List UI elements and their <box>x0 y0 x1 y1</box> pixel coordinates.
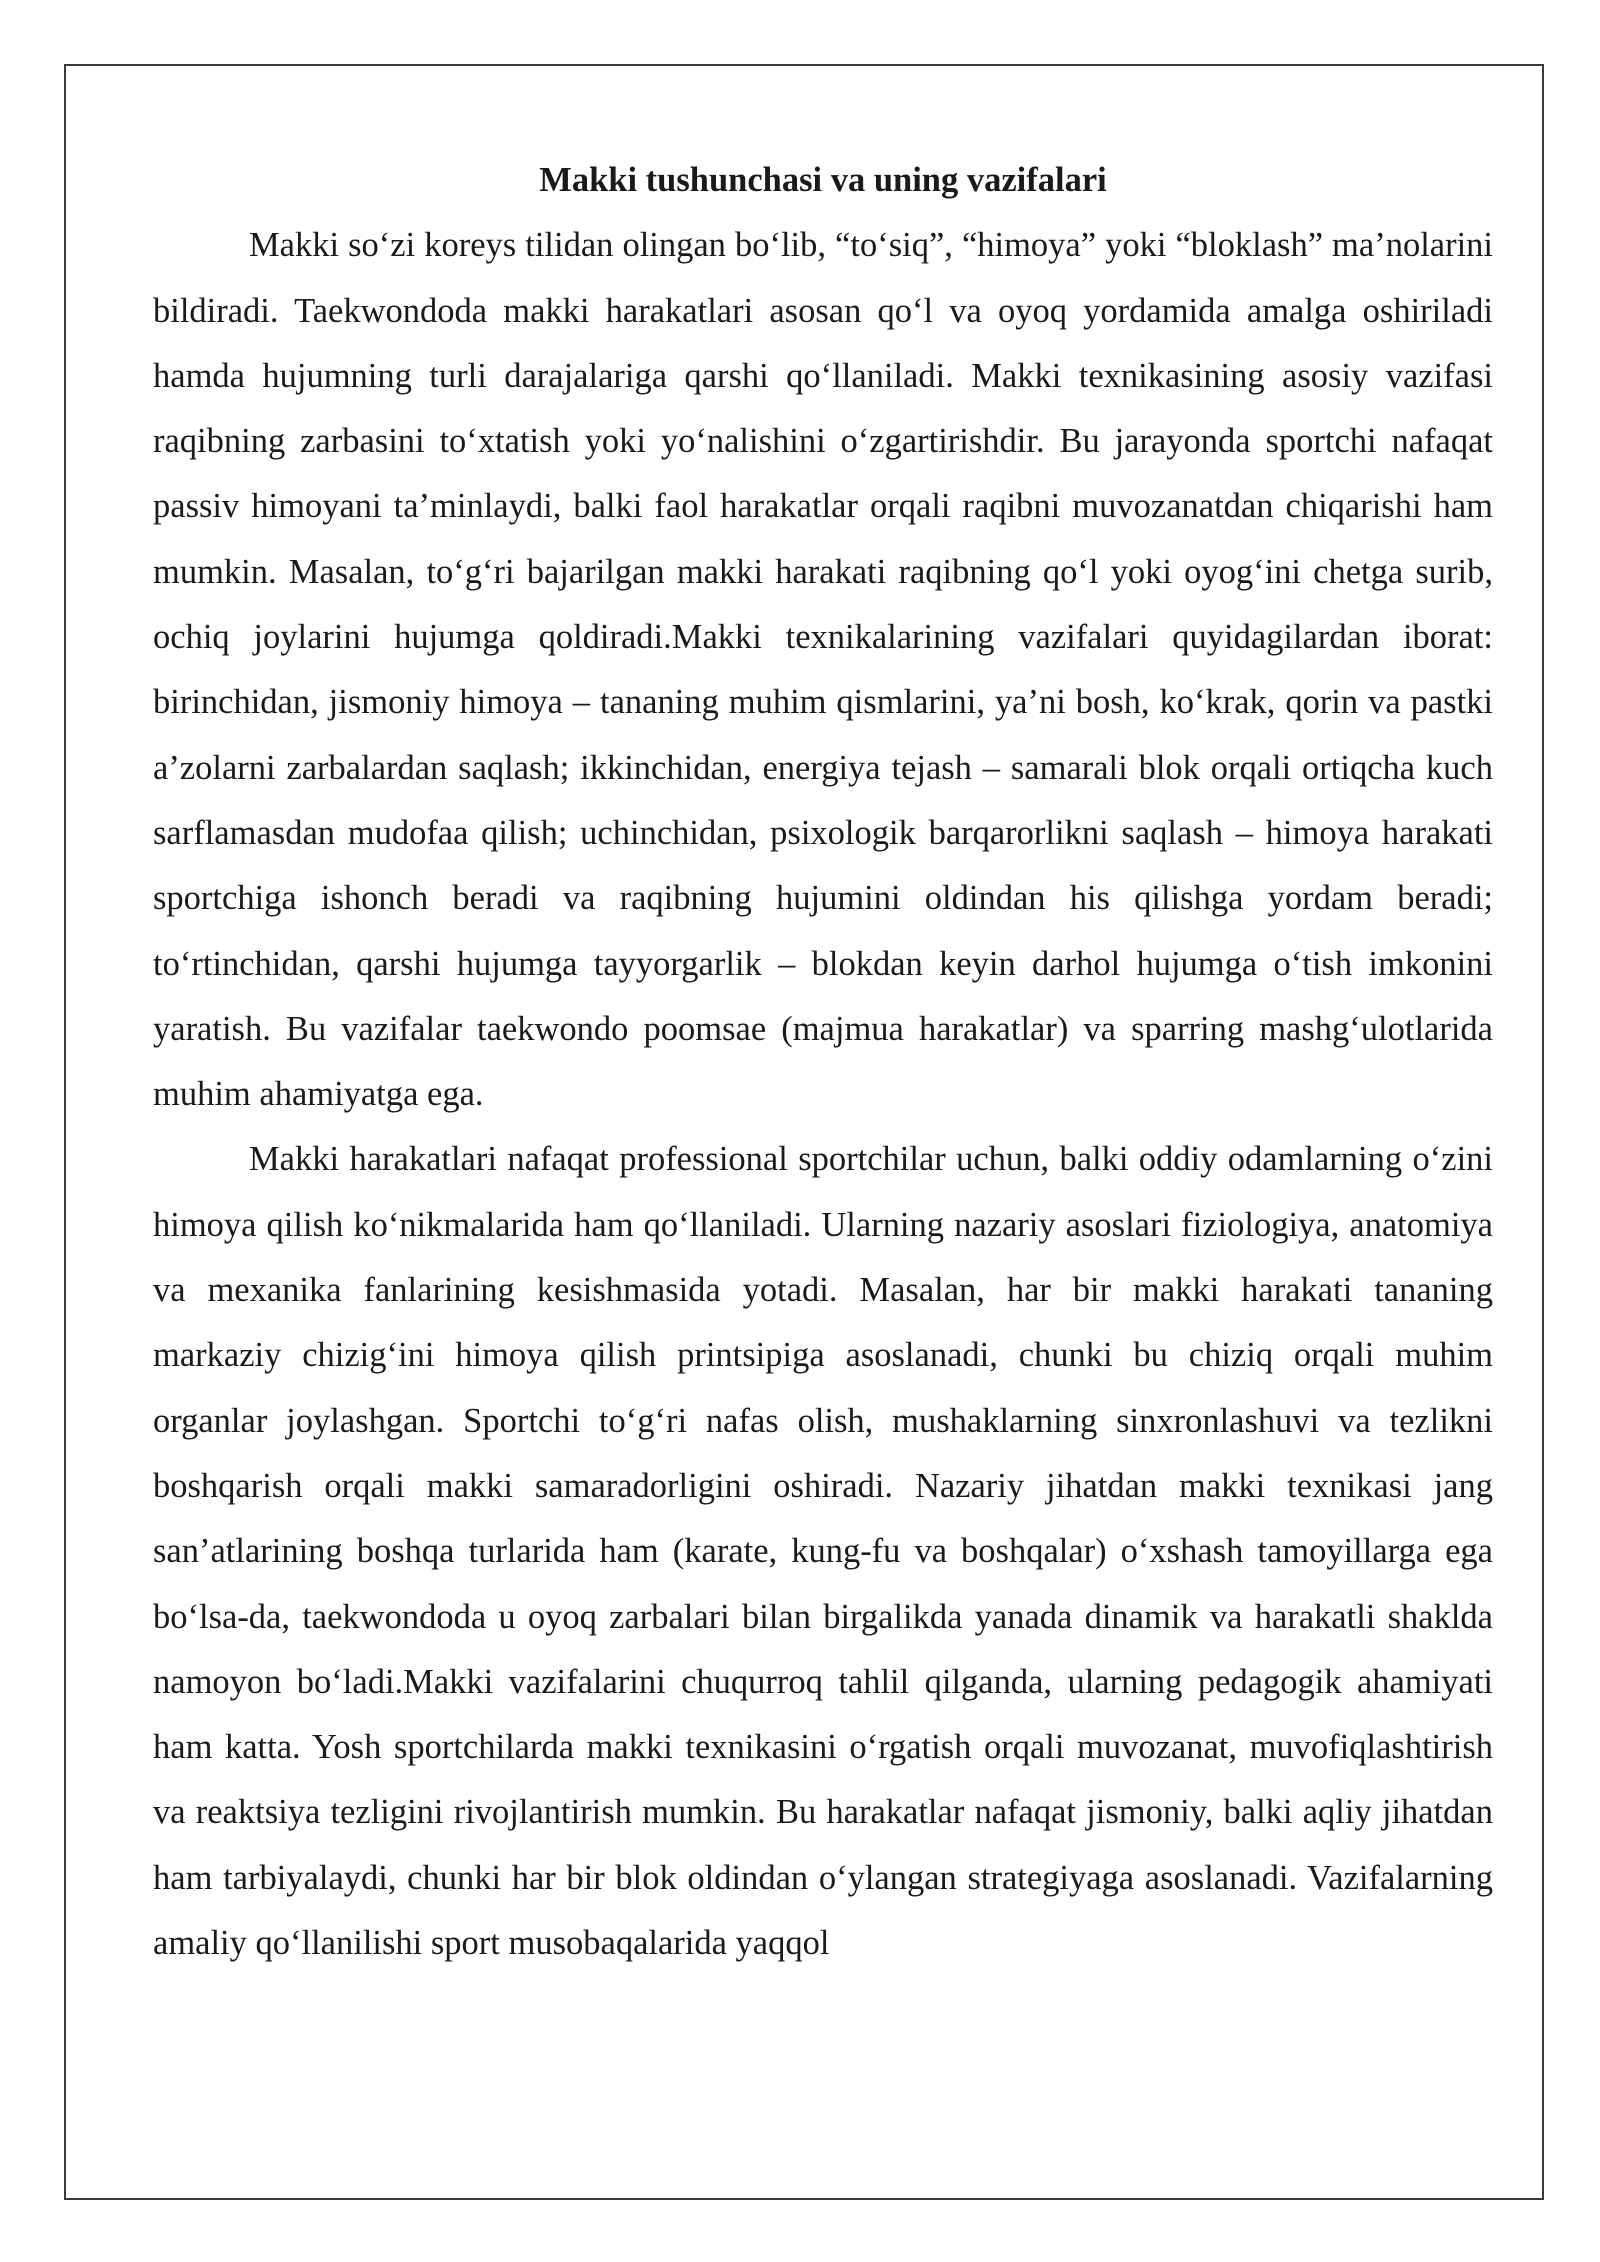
paragraph: Makki harakatlari nafaqat professional sportchilar uchun, balki oddiy odamlarning o‘zini himoya qilish ko‘nikmalarida ham qo‘llaniladi. Ularning nazariy asoslari fiziologiya, anatomiya va mexanika fanlarining kesishmasida yotadi. Masalan, har bir makki harakati tananing markaziy chizig‘ini himoya qilish printsipiga asoslanadi, chunki bu chiziq orqali muhim organlar joylashgan. Sportchi to‘g‘ri nafas olish, mushaklarning sinxronlashuvi va tezlikni boshqarish orqali makki samaradorligini oshiradi. Nazariy jihatdan makki texnikasi jang san’atlarining boshqa turlarida ham (karate, kung-fu va boshqalar) o‘xshash tamoyillarga ega bo‘lsa-da, taekwondoda u oyoq zarbalari bilan birgalikda yanada dinamik va harakatli shaklda namoyon bo‘ladi.Makki vazifalarini chuqurroq tahlil qilganda, ularning pedagogik ahamiyati ham katta. Yosh sportchilarda makki texnikasini o‘rgatish orqali muvozanat, muvofiqlashtirish va reaktsiya tezligini rivojlantirish mumkin. Bu harakatlar nafaqat jismoniy, balki aqliy jihatdan ham tarbiyalaydi, chunki har bir blok oldindan o‘ylangan strategiyaga asoslanadi. Vazifalarning amaliy qo‘llanilishi sport musobaqalarida yaqqol <box>153 1140 1493 1963</box>
document-title: Makki tushunchasi va uning vazifalari <box>539 161 1107 199</box>
paragraph: Makki so‘zi koreys tilidan olingan bo‘lib, “to‘siq”, “himoya” yoki “bloklash” ma’nolarini bildiradi. Taekwondoda makki harakatlari asosan qo‘l va oyoq yordamida amalga oshiriladi hamda hujumning turli darajalariga qarshi qo‘llaniladi. Makki texnikasining asosiy vazifasi raqibning zarbasini to‘xtatish yoki yo‘nalishini o‘zgartirishdir. Bu jarayonda sportchi nafaqat passiv himoyani ta’minlaydi, balki faol harakatlar orqali raqibni muvozanatdan chiqarishi ham mumkin. Masalan, to‘g‘ri bajarilgan makki harakati raqibning qo‘l yoki oyog‘ini chetga surib, ochiq joylarini hujumga qoldiradi.Makki texnikalarining vazifalari quyidagilardan iborat: birinchidan, jismoniy himoya – tananing muhim qismlarini, ya’ni bosh, ko‘krak, qorin va pastki a’zolarni zarbalardan saqlash; ikkinchidan, energiya tejash – samarali blok orqali ortiqcha kuch sarflamasdan mudofaa qilish; uchinchidan, psixologik barqarorlikni saqlash – himoya harakati sportchiga ishonch beradi va raqibning hujumini oldindan his qilishga yordam beradi; to‘rtinchidan, qarshi hujumga tayyorgarlik – blokdan keyin darhol hujumga o‘tish imkonini yaratish. Bu vazifalar taekwondo poomsae (majmua harakatlar) va sparring mashg‘ulotlarida muhim ahamiyatga ega. <box>153 226 1493 1114</box>
document-body <box>153 148 1493 1976</box>
